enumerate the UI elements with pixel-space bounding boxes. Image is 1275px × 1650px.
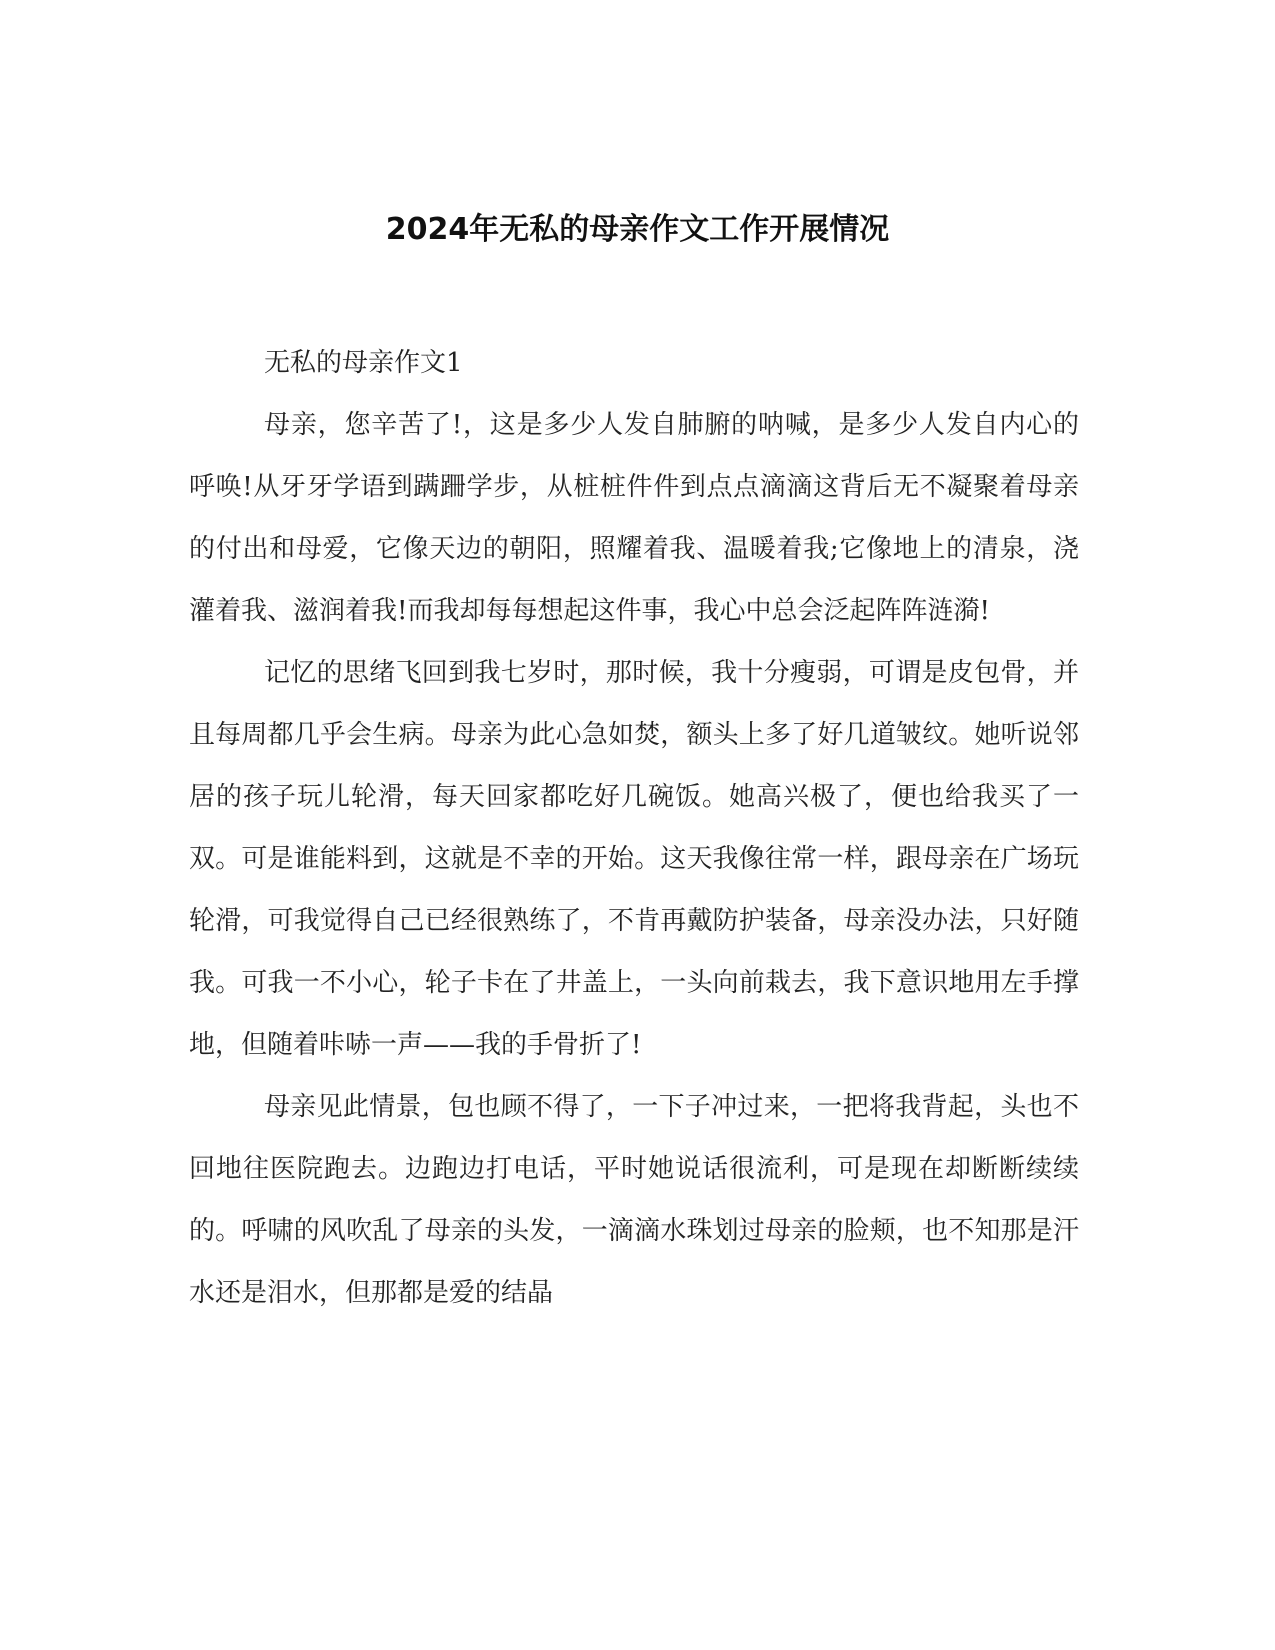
paragraph: 母亲，您辛苦了!，这是多少人发自肺腑的呐喊，是多少人发自内心的呼唤!从牙牙学语到蹒跚学步，从桩桩件件到点点滴滴这背后无不凝聚着母亲的付出和母爱，它像天边的朝阳，照耀着我、温暖着我;它像地上的清泉，浇灌着我、滋润着我!而我却每每想起这件事，我心中总会泛起阵阵涟漪! xyxy=(189,410,1079,626)
document-body xyxy=(189,332,1079,1324)
paragraph: 记忆的思绪飞回到我七岁时，那时候，我十分瘦弱，可谓是皮包骨，并且每周都几乎会生病。母亲为此心急如焚，额头上多了好几道皱纹。她听说邻居的孩子玩儿轮滑，每天回家都吃好几碗饭。她高兴极了，便也给我买了一双。可是谁能料到，这就是不幸的开始。这天我像往常一样，跟母亲在广场玩轮滑，可我觉得自己已经很熟练了，不肯再戴防护装备，母亲没办法，只好随我。可我一不小心，轮子卡在了井盖上，一头向前栽去，我下意识地用左手撑地，但随着咔哧一声——我的手骨折了! xyxy=(189,658,1079,1060)
document-title: 2024年无私的母亲作文工作开展情况 xyxy=(385,212,890,247)
essay-subheading: 无私的母亲作文1 xyxy=(264,348,463,378)
paragraph: 母亲见此情景，包也顾不得了，一下子冲过来，一把将我背起，头也不回地往医院跑去。边跑边打电话，平时她说话很流利，可是现在却断断续续的。呼啸的风吹乱了母亲的头发，一滴滴水珠划过母亲的脸颊，也不知那是汗水还是泪水，但那都是爱的结晶 xyxy=(189,1092,1079,1308)
